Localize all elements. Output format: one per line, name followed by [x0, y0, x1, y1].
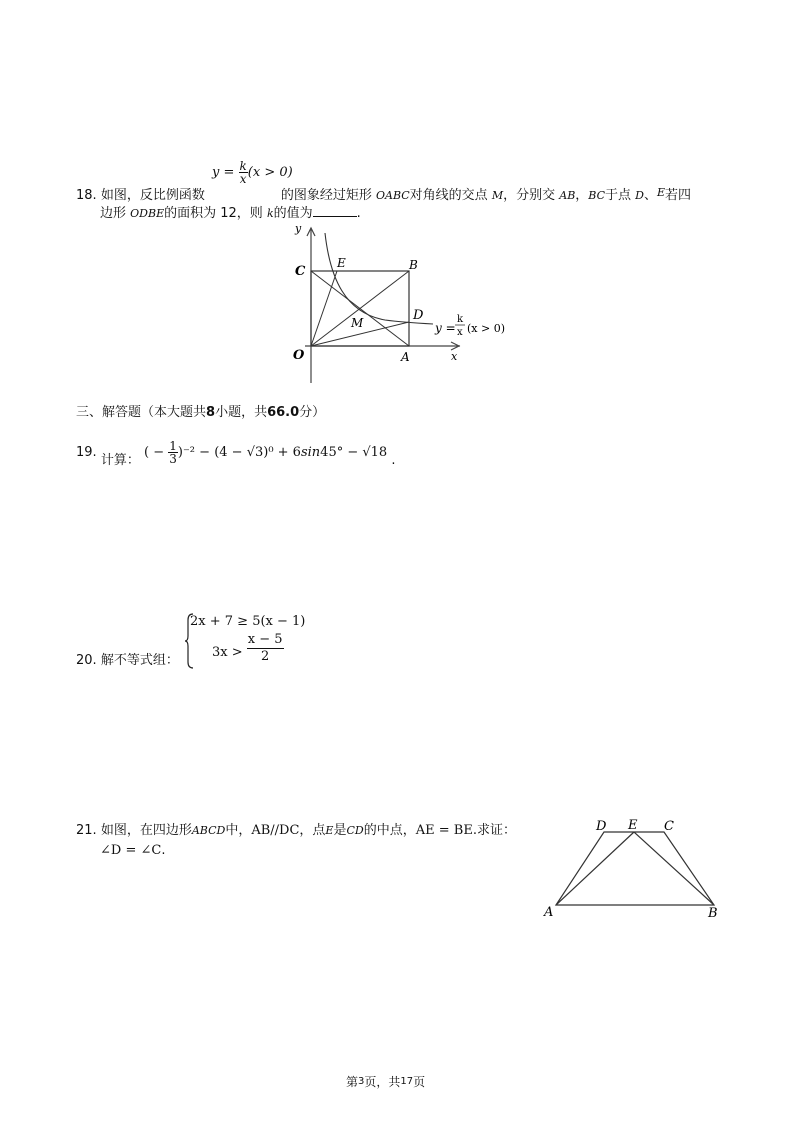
label-a: A — [401, 350, 410, 364]
section-3-heading: 三、解答题（本大题共8小题，共66.0分） — [76, 405, 326, 420]
label-x: x — [451, 350, 458, 363]
label-m: M — [351, 316, 364, 330]
q18-fraction: $\frac{k}{x}$ — [239, 159, 247, 186]
q18-line2: 边形 ODBE的面积为 12，则 k的值为 . — [100, 206, 361, 221]
q20-inequality-2: 3x > $\frac{x - 5}{2}$ — [212, 632, 283, 664]
curve-den: x — [457, 327, 463, 338]
q21-number: 21. — [76, 823, 97, 838]
q19: 19. 计算： ( − $\frac{1}{3}$ )⁻² − (4 − √3)⁰ + 6sin45° − √18 . — [76, 439, 396, 468]
label-e: E — [337, 256, 346, 270]
q19-number: 19. — [76, 445, 97, 460]
q20-inequality-1: 2x + 7 ≥ 5(x − 1) — [190, 614, 306, 629]
label-c: C — [664, 819, 674, 834]
q21-line1: 21. 如图，在四边形ABCD中，AB//DC，点E是CD的中点，AE = BE.求证： — [76, 823, 516, 838]
q21-figure — [540, 814, 730, 924]
label-o: O — [293, 348, 305, 363]
segment-be — [634, 832, 714, 905]
q18-number: 18. — [76, 188, 97, 203]
label-a: A — [544, 905, 554, 920]
label-y: y — [295, 222, 302, 235]
q18-answer-blank[interactable] — [313, 204, 357, 217]
segment-ae — [556, 832, 634, 905]
q18-func-cond: (x > 0) — [247, 165, 293, 180]
q20-number: 20. — [76, 653, 97, 668]
q20-label: 20. 解不等式组： — [76, 653, 179, 668]
label-b: B — [409, 258, 418, 272]
page-footer: 第3页，共17页 — [346, 1075, 426, 1089]
curve-label: y = — [435, 321, 456, 335]
q18-formula — [212, 160, 293, 185]
label-d: D — [413, 308, 424, 323]
curve-num: k — [457, 314, 464, 325]
trapezoid-abcd — [556, 832, 714, 905]
page-total: 17 — [400, 1076, 414, 1087]
label-d: D — [596, 819, 607, 834]
curve-cond: (x > 0) — [467, 322, 505, 335]
label-e: E — [628, 818, 638, 833]
segment-oe — [311, 271, 337, 346]
q18-figure — [285, 218, 525, 388]
q19-expression: ( − $\frac{1}{3}$ )⁻² − (4 − √3)⁰ + 6sin45° − √18 — [143, 439, 388, 466]
q18-func-label: y = — [212, 165, 235, 180]
page-number: 3 — [358, 1076, 365, 1087]
q21-line2: ∠D = ∠C. — [100, 843, 166, 858]
label-c: C — [295, 264, 306, 279]
label-b: B — [708, 906, 718, 921]
q18-line1: 18. 如图，反比例函数 的图象经过矩形 OABC对角线的交点 M，分别交 AB，BC于点 D、$^E$若四 — [76, 186, 692, 203]
